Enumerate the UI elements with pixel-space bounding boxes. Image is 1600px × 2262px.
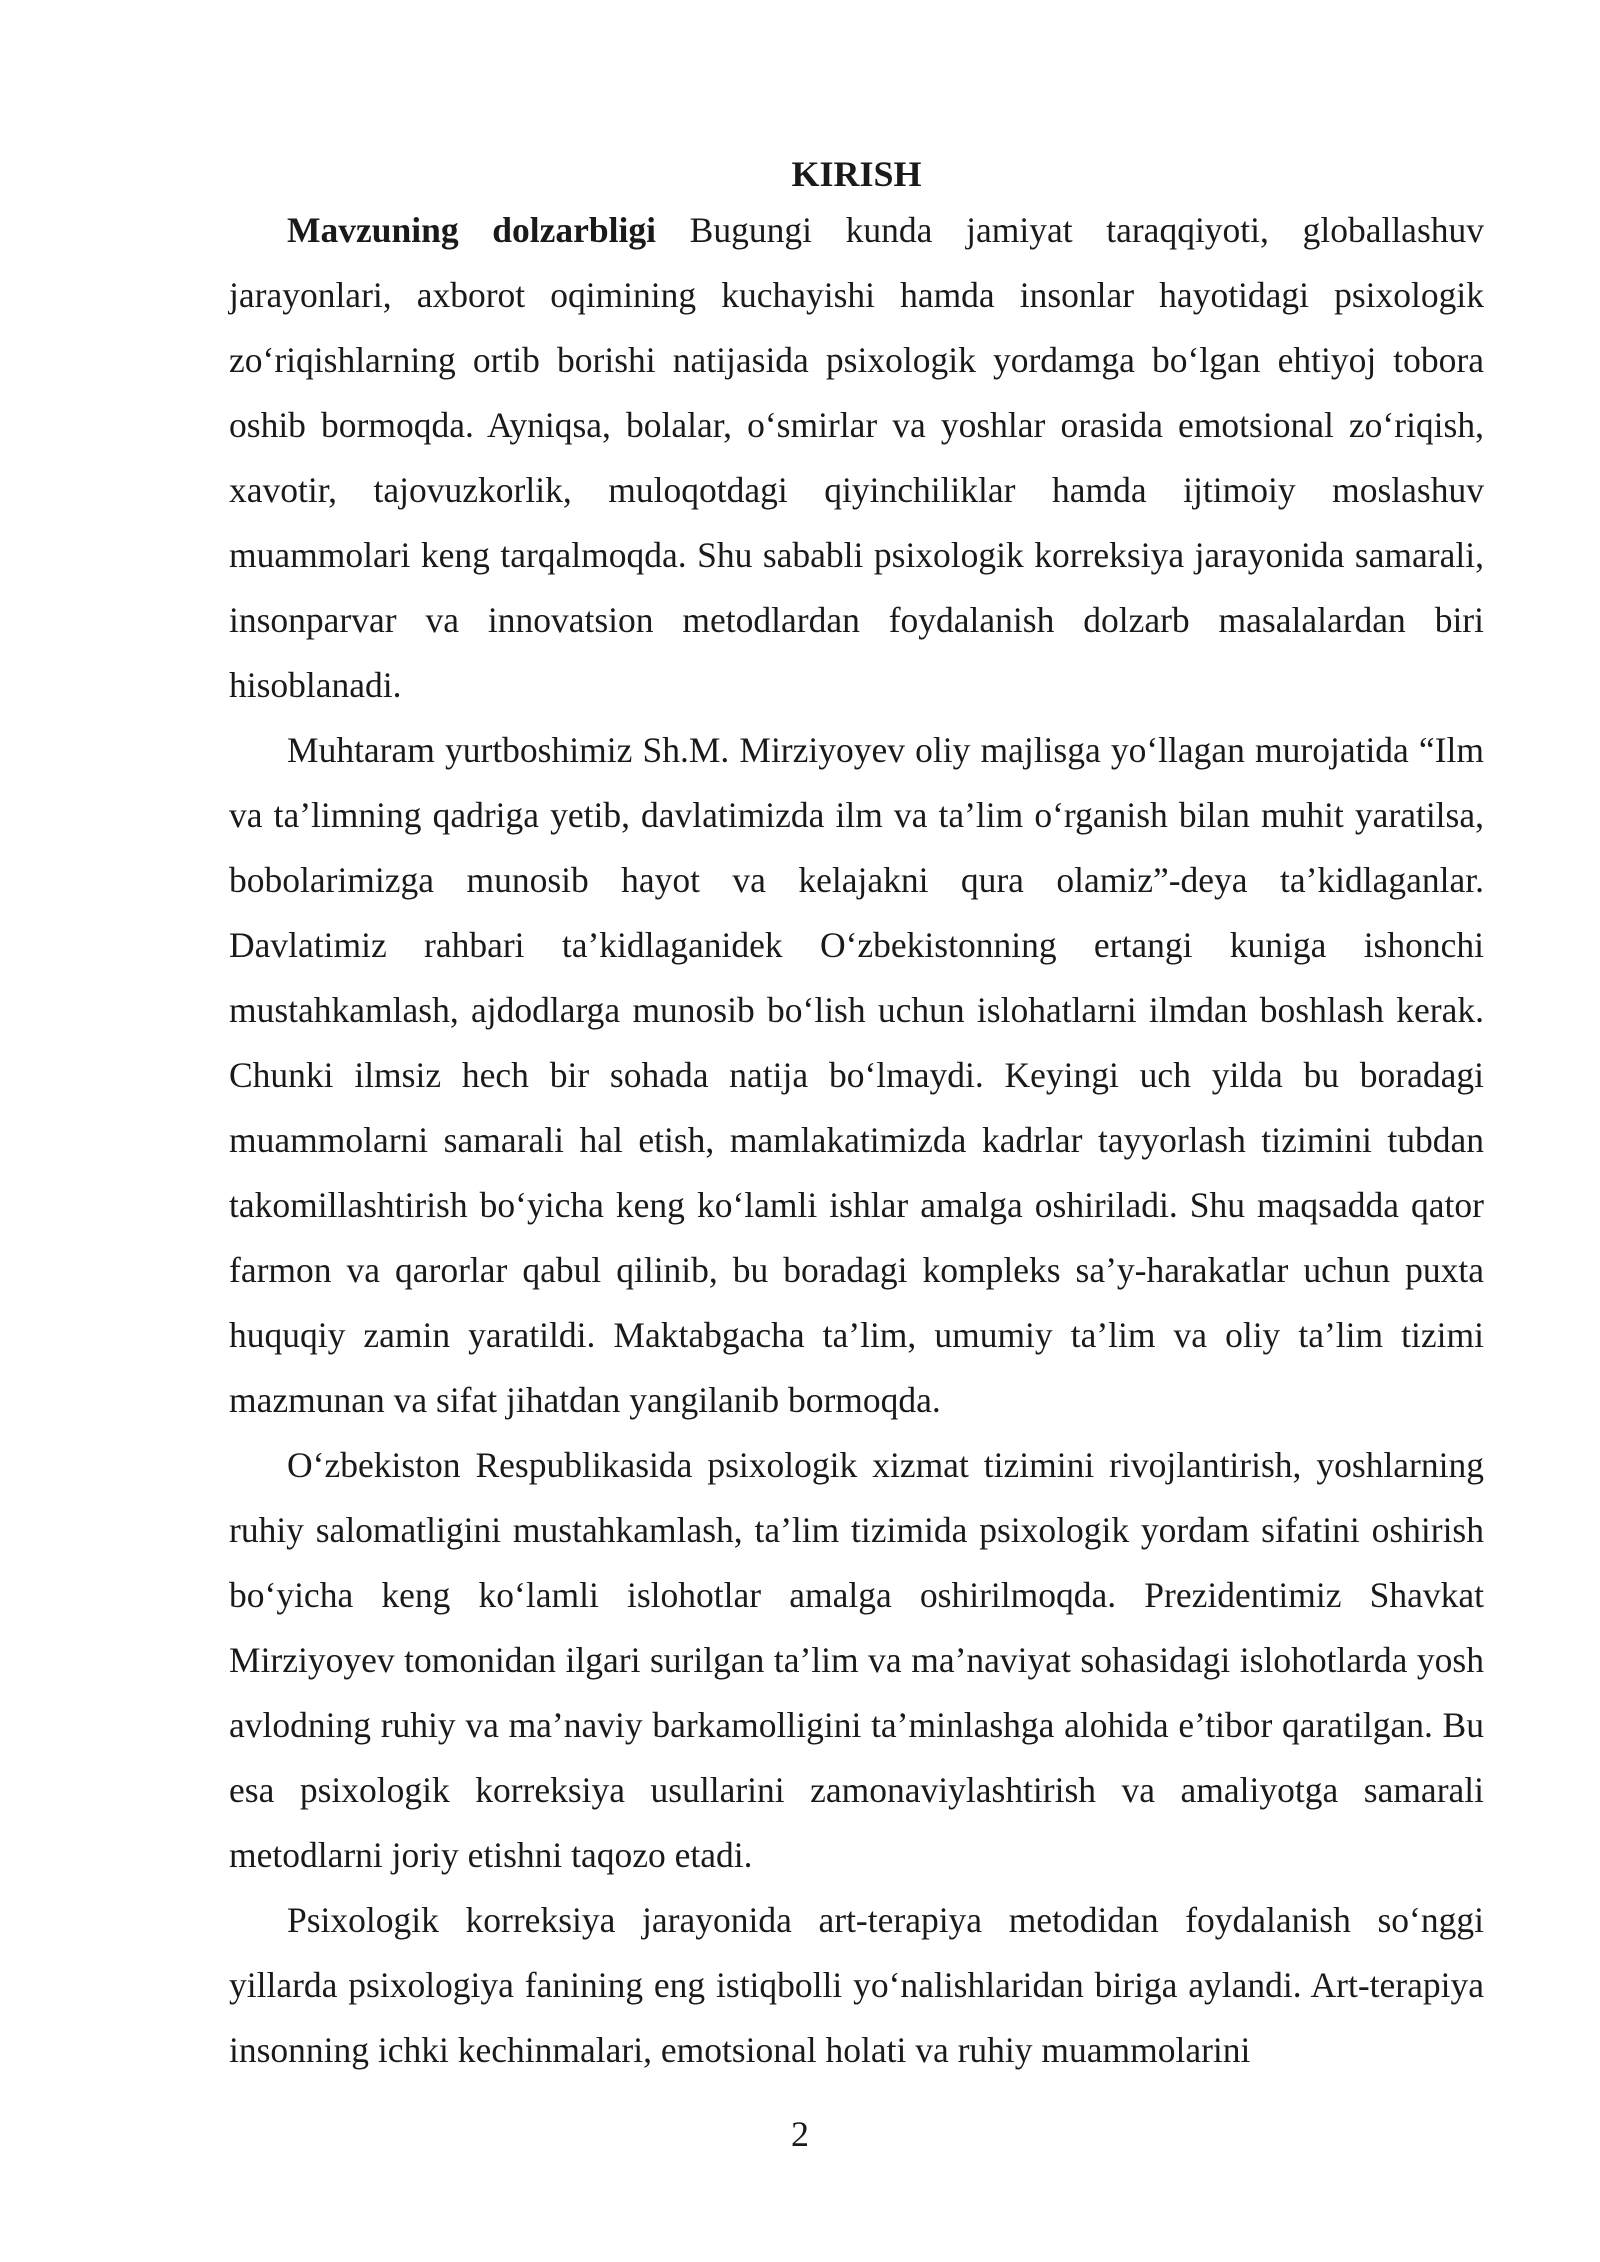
page-body bbox=[229, 150, 1484, 2083]
paragraph-art-therapy: Psixologik korreksiya jarayonida art-terapiya metodidan foydalanish so‘nggi yillarda psixologiya fanining eng istiqbolli yo‘nalishlaridan biriga aylandi. Art-terapiya insonning ichki kechinmalari, emotsional holati va ruhiy muammolarini bbox=[229, 1900, 1484, 2070]
paragraph-reforms: O‘zbekiston Respublikasida psixologik xizmat tizimini rivojlantirish, yoshlarning ruhiy salomatligini mustahkamlash, ta’lim tizimida psixologik yordam sifatini oshirish bo‘yicha keng ko‘lamli islohotlar amalga oshirilmoqda. Prezidentimiz Shavkat Mirziyoyev tomonidan ilgari surilgan ta’lim va ma’naviyat sohasidagi islohotlarda yosh avlodning ruhiy va ma’naviy barkamolligini ta’minlashga alohida e’tibor qaratilgan. Bu esa psixologik korreksiya usullarini zamonaviylashtirish va amaliyotga samarali metodlarni joriy etishni taqozo etadi. bbox=[229, 1445, 1484, 1875]
paragraph-text: Bugungi kunda jamiyat taraqqiyoti, globallashuv jarayonlari, axborot oqimining kuchayishi hamda insonlar hayotidagi psixologik zo‘riqishlarning ortib borishi natijasida psixologik yordamga bo‘lgan ehtiyoj tobora oshib bormoqda. Ayniqsa, bolalar, o‘smirlar va yoshlar orasida emotsional zo‘riqish, xavotir, tajovuzkorlik, muloqotdagi qiyinchiliklar hamda ijtimoiy moslashuv muammolari keng tarqalmoqda. Shu sababli psixologik korreksiya jarayonida samarali, insonparvar va innovatsion metodlardan foydalanish dolzarb masalalardan biri hisoblanadi. bbox=[229, 210, 1485, 705]
paragraph-president-quote: Muhtaram yurtboshimiz Sh.M. Mirziyoyev oliy majlisga yo‘llagan murojatida “Ilm va ta’limning qadriga yetib, davlatimizda ilm va ta’lim o‘rganish bilan muhit yaratilsa, bobolarimizga munosib hayot va kelajakni qura olamiz”-deya ta’kidlaganlar. Davlatimiz rahbari ta’kidlaganidek O‘zbekistonning ertangi kuniga ishonchi mustahkamlash, ajdodlarga munosib bo‘lish uchun islohatlarni ilmdan boshlash kerak. Chunki ilmsiz hech bir sohada natija bo‘lmaydi. Keyingi uch yilda bu boradagi muammolarni samarali hal etish, mamlakatimizda kadrlar tayyorlash tizimini tubdan takomillashtirish bo‘yicha keng ko‘lamli ishlar amalga oshiriladi. Shu maqsadda qator farmon va qarorlar qabul qilinib, bu boradagi kompleks sa’y-harakatlar uchun puxta huquqiy zamin yaratildi. Maktabgacha ta’lim, umumiy ta’lim va oliy ta’lim tizimi mazmunan va sifat jihatdan yangilanib bormoqda. bbox=[229, 730, 1484, 1420]
paragraph-lead: Mavzuning dolzarbligi bbox=[287, 210, 656, 250]
paragraph-relevance bbox=[229, 198, 1484, 718]
page-number: 2 bbox=[791, 2114, 809, 2154]
section-heading: KIRISH bbox=[791, 154, 922, 194]
